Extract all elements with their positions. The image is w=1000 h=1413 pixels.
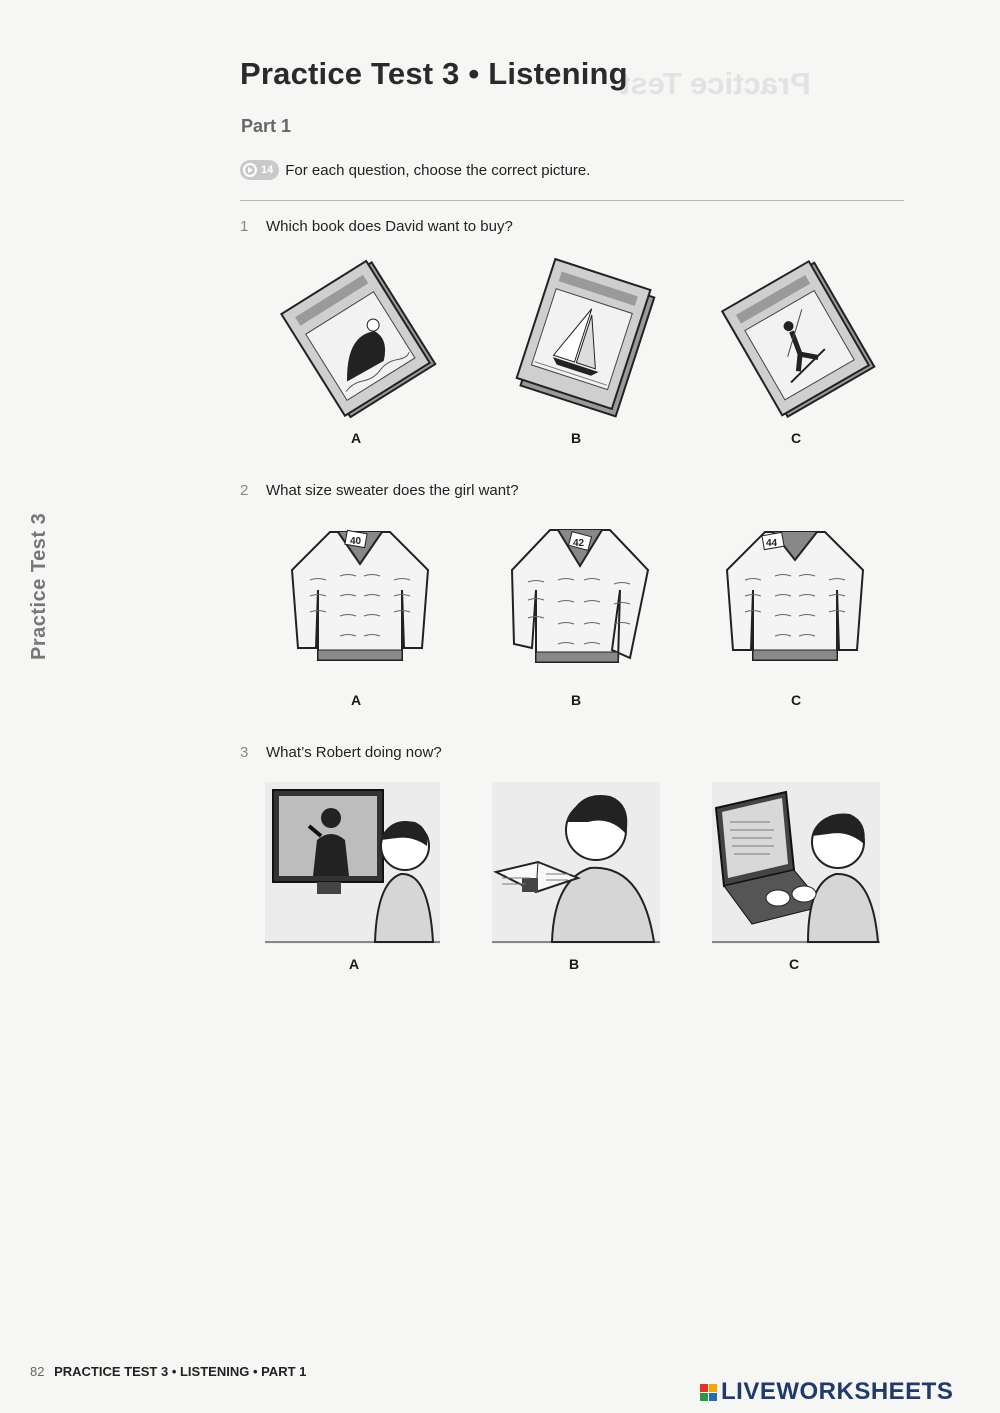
brand-name: LIVEWORKSHEETS [721,1378,954,1405]
page-title: Practice Test 3 • Listening [240,56,628,91]
sweater-size-42-picture[interactable] [500,520,660,670]
option-label: B [570,430,582,446]
option-label: C [788,956,800,972]
page-number: 82 [30,1364,45,1379]
size-tag: 44 [766,538,778,549]
reading-book-picture[interactable] [492,782,660,944]
sweater-size-40-picture[interactable] [280,520,440,670]
question-text: What’s Robert doing now? [266,744,442,761]
book-skier-picture[interactable] [720,258,880,418]
option-label: A [350,430,362,446]
question-number: 3 [240,744,249,761]
liveworksheets-icon [700,1384,717,1401]
option-label: A [350,692,362,708]
brand-logo [700,1378,953,1406]
question-1 [240,218,513,235]
question-number: 1 [240,218,249,235]
question-text: What size sweater does the girl want? [266,482,519,499]
size-tag: 42 [573,538,585,549]
book-sailboat-picture[interactable] [505,256,665,421]
option-label: B [570,692,582,708]
audio-track-badge[interactable] [240,160,279,180]
track-number: 14 [261,164,274,176]
option-label: C [790,692,802,708]
question-2 [240,482,519,499]
option-label: A [348,956,360,972]
play-icon [243,163,257,177]
sweater-size-44-picture[interactable] [715,520,875,670]
bleed-through-title: Practice Test [620,66,811,101]
size-tag: 40 [350,536,362,547]
sidebar-label: Practice Test 3 [28,512,50,660]
question-3 [240,744,442,761]
page-footer [30,1364,306,1379]
book-swimmer-picture[interactable] [280,258,440,418]
question-number: 2 [240,482,249,499]
footer-text: PRACTICE TEST 3 • LISTENING • PART 1 [54,1364,307,1379]
watching-tv-picture[interactable] [265,782,440,944]
instruction-text: For each question, choose the correct picture. [285,161,591,179]
option-label: B [568,956,580,972]
instruction-row [240,160,590,180]
question-text: Which book does David want to buy? [266,218,513,235]
option-label: C [790,430,802,446]
using-laptop-picture[interactable] [712,782,880,944]
header-divider [240,200,904,201]
part-heading: Part 1 [241,116,292,136]
